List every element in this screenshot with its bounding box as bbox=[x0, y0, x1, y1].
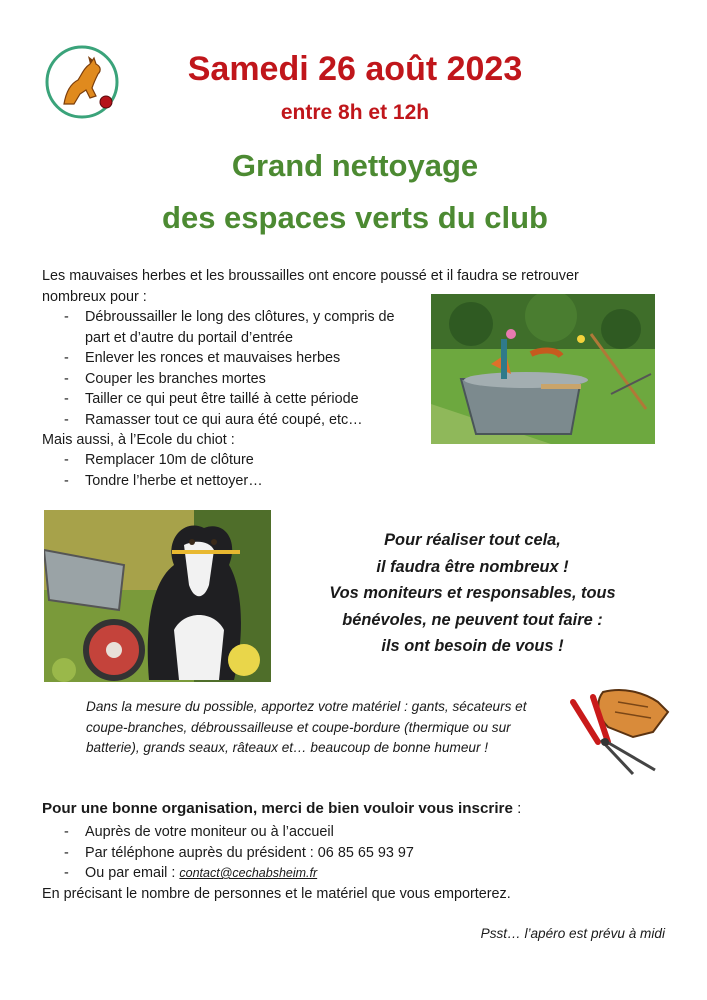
list-item: - Auprès de votre moniteur ou à l’accueil bbox=[42, 822, 542, 843]
garden-tools-photo bbox=[431, 294, 655, 444]
list-item: - Tailler ce qui peut être taillé à cette période bbox=[42, 389, 422, 410]
list-item: - Tondre l’herbe et nettoyer… bbox=[42, 471, 422, 492]
page-title bbox=[90, 140, 620, 244]
list-item: - Par téléphone auprès du président : 06 85 65 93 97 bbox=[42, 843, 542, 864]
intro-text: Les mauvaises herbes et les broussailles ont encore poussé et il faudra se retrouver nombreux pour : bbox=[42, 268, 579, 305]
ecole-chiot-heading: Mais aussi, à l’Ecole du chiot : bbox=[42, 432, 235, 448]
gloves-pruner-illustration bbox=[563, 682, 673, 782]
club-logo bbox=[44, 44, 120, 120]
list-item: - Couper les branches mortes bbox=[42, 369, 422, 390]
inscription-heading-text: Pour une bonne organisation, merci de bien vouloir vous inscrire bbox=[42, 800, 513, 817]
list-item: - Ramasser tout ce qui aura été coupé, etc… bbox=[42, 410, 422, 431]
task-list bbox=[42, 307, 422, 430]
title-line-1: Grand nettoyage bbox=[231, 148, 479, 183]
callout-line: Vos moniteurs et responsables, tous bbox=[329, 584, 616, 602]
callout-line: il faudra être nombreux ! bbox=[376, 557, 569, 576]
callout-line: ils ont besoin de vous ! bbox=[381, 637, 564, 655]
callout-message bbox=[300, 527, 645, 660]
inscription-heading bbox=[42, 800, 521, 817]
psst-note: Psst… l’apéro est prévu à midi bbox=[480, 926, 665, 941]
inscription-colon: : bbox=[512, 800, 522, 817]
inscription-list bbox=[42, 822, 542, 884]
email-prefix: Ou par email : bbox=[85, 865, 180, 881]
chiot-task-list bbox=[42, 450, 422, 491]
inscription-note: En précisant le nombre de personnes et le matériel que vous emporterez. bbox=[42, 886, 511, 902]
email-link[interactable]: contact@cechabsheim.fr bbox=[179, 866, 318, 880]
event-time: entre 8h et 12h bbox=[280, 101, 430, 124]
list-item bbox=[42, 863, 542, 884]
list-item: - Remplacer 10m de clôture bbox=[42, 450, 422, 471]
event-date: Samedi 26 août 2023 bbox=[187, 50, 523, 88]
list-item: - Enlever les ronces et mauvaises herbes bbox=[42, 348, 422, 369]
callout-line: bénévoles, ne peuvent tout faire : bbox=[342, 610, 603, 629]
callout-line: Pour réaliser tout cela, bbox=[384, 531, 561, 549]
list-item: - Débroussailler le long des clôtures, y compris de part et d’autre du portail d’entrée bbox=[42, 307, 422, 348]
materiel-note: Dans la mesure du possible, apportez votre matériel : gants, sécateurs et coupe-branches, débroussailleuse et coupe-bordure (thermique ou sur batterie), grands seaux, râteaux et… beaucoup de bonne humeur ! bbox=[86, 699, 527, 755]
title-line-2: des espaces verts du club bbox=[162, 200, 548, 235]
dog-wheelbarrow-photo bbox=[44, 510, 271, 682]
